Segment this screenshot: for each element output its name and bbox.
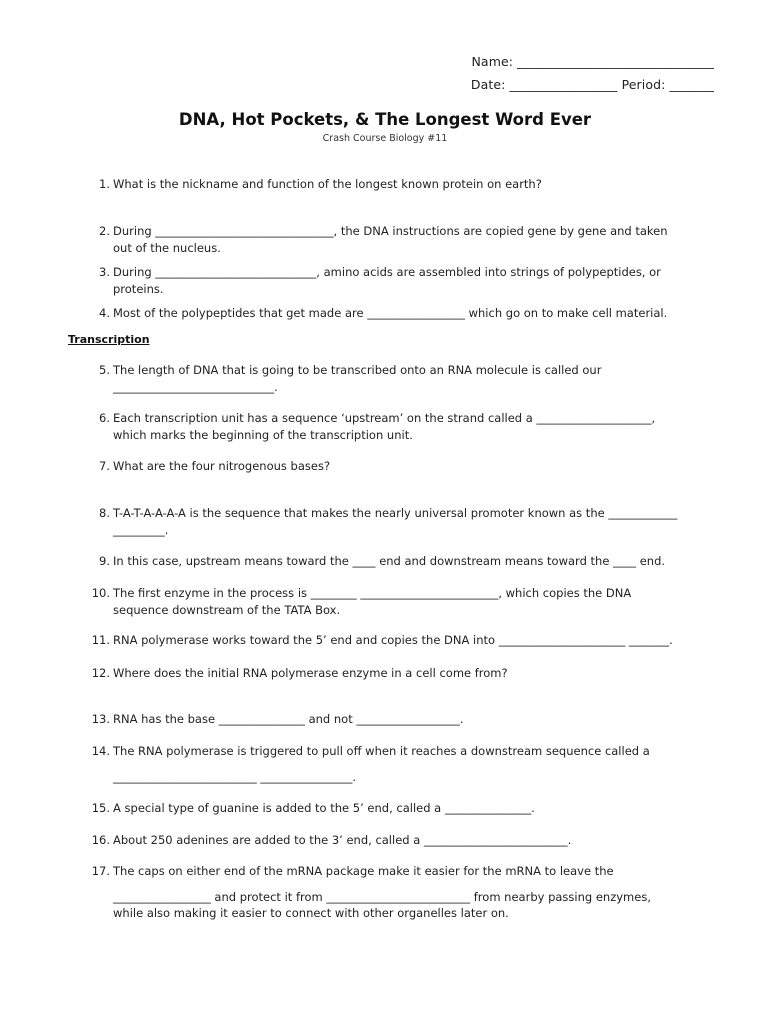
question-2 (88, 223, 718, 256)
question-6 (88, 410, 718, 443)
question-text-cont: _________________________ ________________. (113, 769, 357, 784)
question-text: During _______________________________, the DNA instructions are copied gene by gene and taken (113, 224, 668, 238)
question-5 (88, 362, 718, 395)
question-text-cont: which marks the beginning of the transcription unit. (113, 427, 413, 442)
question-number: 12. (91, 666, 110, 680)
question-7 (88, 458, 718, 475)
question-number: 2. (99, 224, 110, 238)
question-16 (88, 832, 718, 849)
question-text: In this case, upstream means toward the ____ end and downstream means toward the ____ end. (113, 554, 666, 568)
question-number: 4. (99, 306, 110, 320)
question-11 (88, 632, 718, 649)
question-text: Where does the initial RNA polymerase enzyme in a cell come from? (113, 666, 508, 680)
section-heading-transcription: Transcription (68, 333, 150, 346)
question-number: 8. (99, 506, 110, 520)
question-number: 17. (91, 864, 110, 878)
question-number: 13. (91, 712, 110, 726)
question-text: T-A-T-A-A-A-A is the sequence that makes the nearly universal promoter known as the ____________ (113, 506, 678, 520)
page-title: DNA, Hot Pockets, & The Longest Word Ever (178, 110, 592, 129)
question-text-cont: while also making it easier to connect with other organelles later on. (113, 906, 509, 920)
question-text-cont: ____________________________. (113, 379, 278, 394)
question-text: Most of the polypeptides that get made are _________________ which go on to make cell material. (113, 306, 668, 320)
question-text: RNA has the base _______________ and not __________________. (113, 712, 464, 726)
question-14 (88, 743, 718, 785)
question-number: 7. (99, 459, 110, 473)
question-text: The length of DNA that is going to be transcribed onto an RNA molecule is called our (113, 363, 602, 377)
question-text: During ____________________________, amino acids are assembled into strings of polypeptides, or (113, 265, 661, 279)
question-text: The first enzyme in the process is ________ ________________________, which copies the DNA (113, 586, 632, 600)
date-period-field: Date: _________________ Period: _______ (470, 77, 714, 92)
question-3 (88, 264, 718, 297)
question-number: 5. (99, 363, 110, 377)
question-text-cont: _________________ and protect it from _________________________ from nearby passing enzymes, (113, 889, 651, 904)
question-text: About 250 adenines are added to the 3’ end, called a _________________________. (113, 833, 572, 847)
question-text: Each transcription unit has a sequence ‘upstream’ on the strand called a ____________________, (113, 411, 656, 425)
question-9 (88, 553, 718, 570)
question-1 (88, 176, 718, 193)
question-8 (88, 505, 718, 538)
question-12 (88, 665, 718, 682)
question-text-cont: proteins. (113, 281, 164, 296)
question-text-cont: sequence downstream of the TATA Box. (113, 602, 341, 617)
question-text: A special type of guanine is added to the 5’ end, called a _______________. (113, 801, 535, 815)
question-10 (88, 585, 718, 618)
question-number: 6. (99, 411, 110, 425)
question-number: 9. (99, 554, 110, 568)
name-field: Name: _______________________________ (471, 54, 714, 69)
question-number: 3. (99, 265, 110, 279)
question-15 (88, 800, 718, 817)
question-number: 10. (91, 586, 110, 600)
question-text: The caps on either end of the mRNA package make it easier for the mRNA to leave the (113, 864, 614, 878)
question-text-cont: _________. (113, 522, 169, 537)
question-text: The RNA polymerase is triggered to pull off when it reaches a downstream sequence called a (113, 744, 650, 758)
question-text: What is the nickname and function of the longest known protein on earth? (113, 177, 542, 191)
question-text: RNA polymerase works toward the 5’ end and copies the DNA into ______________________ _______. (113, 633, 673, 647)
question-number: 15. (91, 801, 110, 815)
question-4 (88, 305, 718, 322)
question-text-cont: out of the nucleus. (113, 240, 221, 255)
question-text: What are the four nitrogenous bases? (113, 459, 331, 473)
question-13 (88, 711, 718, 728)
question-number: 11. (91, 633, 110, 647)
question-number: 1. (99, 177, 110, 191)
question-number: 16. (91, 833, 110, 847)
question-number: 14. (91, 744, 110, 758)
question-17 (88, 863, 718, 922)
page-subtitle: Crash Course Biology #11 (322, 133, 448, 144)
